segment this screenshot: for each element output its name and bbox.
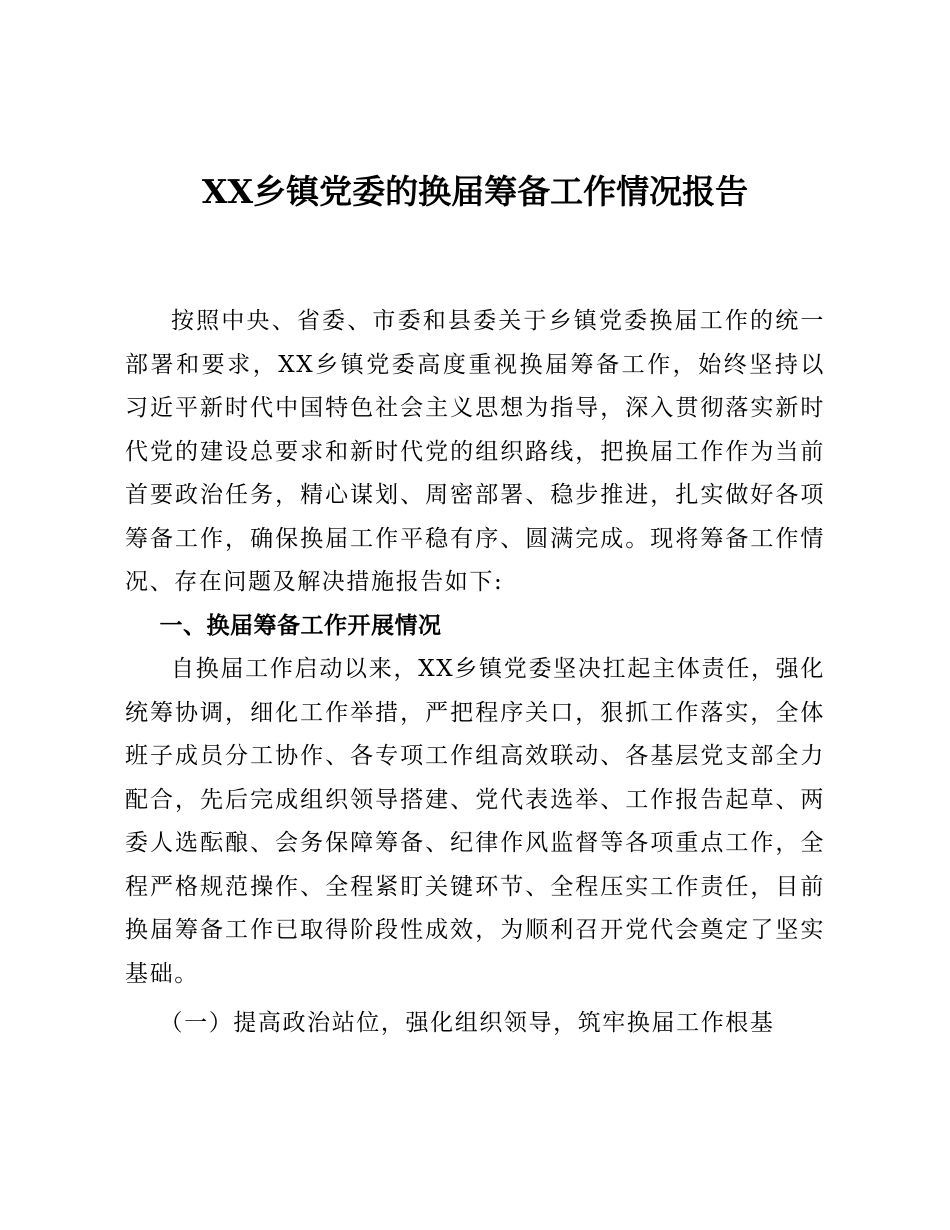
- document-title: XX乡镇党委的换届筹备工作情况报告: [201, 172, 749, 211]
- intro-paragraph: 按照中央、省委、市委和县委关于乡镇党委换届工作的统一部署和要求，XX乡镇党委高度重视换届筹备工作，始终坚持以习近平新时代中国特色社会主义思想为指导，深入贯彻落实新时代党的建设总要求和新时代党的组织路线，把换届工作作为当前首要政治任务，精心谋划、周密部署、稳步推进，扎实做好各项筹备工作，确保换届工作平稳有序、圆满完成。现将筹备工作情况、存在问题及解决措施报告如下:: [125, 308, 825, 595]
- section-paragraph: 自换届工作启动以来，XX乡镇党委坚决扛起主体责任，强化统筹协调，细化工作举措，严把程序关口，狠抓工作落实，全体班子成员分工协作、各专项工作组高效联动、各基层党支部全力配合，先后完成组织领导搭建、党代表选举、工作报告起草、两委人选酝酿、会务保障筹备、纪律作风监督等各项重点工作，全程严格规范操作、全程紧盯关键环节、全程压实工作责任，目前换届筹备工作已取得阶段性成效，为顺利召开党代会奠定了坚实基础。: [125, 656, 825, 987]
- subsection-heading: （一）提高政治站位，强化组织领导，筑牢换届工作根基: [159, 1010, 775, 1036]
- document-body: [125, 300, 825, 1046]
- section-heading: 一、换届筹备工作开展情况: [159, 612, 442, 639]
